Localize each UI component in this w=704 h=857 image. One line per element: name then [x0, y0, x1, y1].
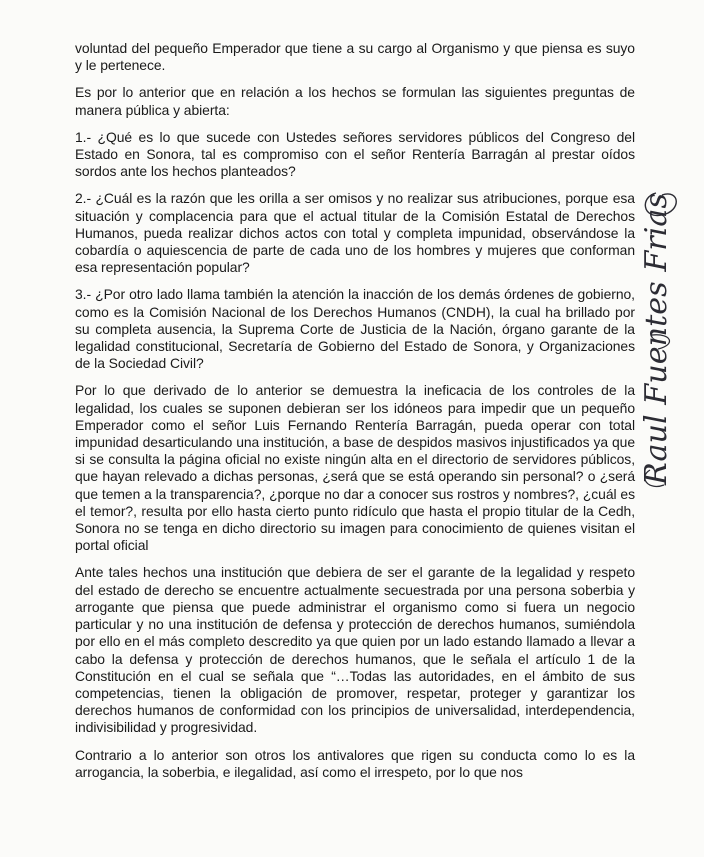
signature-text: Raul Fuentes Frias	[639, 195, 674, 485]
paragraph-institution-hijacked: Ante tales hechos una institución que debiera de ser el garante de la legalidad y respeto del estado de derecho se encuentre actualmente secuestrada por una persona soberbia y arrogante que piensa que puede administrar el organismo como si fuera un negocio particular y no una institución de defensa y protección de derechos humanos, sumiéndola por ello en el más completo descredito ya que quien por un lado estando llamado a llevar a cabo la defensa y protección de derechos humanos, que le señala el artículo 1 de la Constitución en el cual se señala que “…Todas las autoridades, en el ámbito de sus competencias, tienen la obligación de promover, respetar, proteger y garantizar los derechos humanos de conformidad con los principios de universalidad, interdependencia, indivisibilidad y progresividad.	[75, 564, 635, 736]
paragraph-antivalues: Contrario a lo anterior son otros los antivalores que rigen su conducta como lo es la arrogancia, la soberbia, e ilegalidad, así como el irrespeto, por lo que nos	[75, 746, 635, 780]
paragraph-question-3: 3.- ¿Por otro lado llama también la atención la inacción de los demás órdenes de gobierno, como es la Comisión Nacional de los Derechos Humanos (CNDH), la cual ha brillado por su completa ausencia, la Suprema Corte de Justicia de la Nación, órgano garante de la legalidad constitucional, Secretaría de Gobierno del Estado de Sonora, y Organizaciones de la Sociedad Civil?	[75, 286, 635, 372]
paragraph-question-2: 2.- ¿Cuál es la razón que les orilla a ser omisos y no realizar sus atribuciones, porque esa situación y complacencia para que el actual titular de la Comisión Estatal de Derechos Humanos, pueda realizar dichos actos con total y completa impunidad, observándose la cobardía o aquiescencia de parte de cada uno de los hombres y mujeres que conforman esa representación popular?	[75, 190, 635, 276]
handwritten-signature	[632, 185, 692, 495]
paragraph-intro-questions: Es por lo anterior que en relación a los hechos se formulan las siguientes preguntas de manera pública y abierta:	[75, 84, 635, 118]
paragraph-continuation: voluntad del pequeño Emperador que tiene a su cargo al Organismo y que piensa es suyo y le pertenece.	[75, 40, 635, 74]
document-page	[75, 40, 635, 791]
paragraph-controls-ineffective: Por lo que derivado de lo anterior se demuestra la ineficacia de los controles de la legalidad, los cuales se suponen debieran ser los idóneos para impedir que un pequeño Emperador como el señor Luis Fernando Rentería Barragán, pueda operar con total impunidad desarticulando una institución, a base de despidos masivos injustificados ya que si se consulta la página oficial no existe ningún alta en el directorio de servidores públicos, que hayan relevado a dichas personas, ¿será que se está operando sin personal? o ¿será que temen a la transparencia?, ¿porque no dar a conocer sus rostros y nombres?, ¿cuál es el temor?, resulta por ello hasta cierto punto ridículo que hasta el propio titular de la Cedh, Sonora no se tenga en dicho directorio su imagen para conocimiento de quienes visitan el portal oficial	[75, 382, 635, 554]
paragraph-question-1: 1.- ¿Qué es lo que sucede con Ustedes señores servidores públicos del Congreso del Estado en Sonora, tal es compromiso con el señor Rentería Barragán al prestar oídos sordos ante los hechos planteados?	[75, 128, 635, 180]
